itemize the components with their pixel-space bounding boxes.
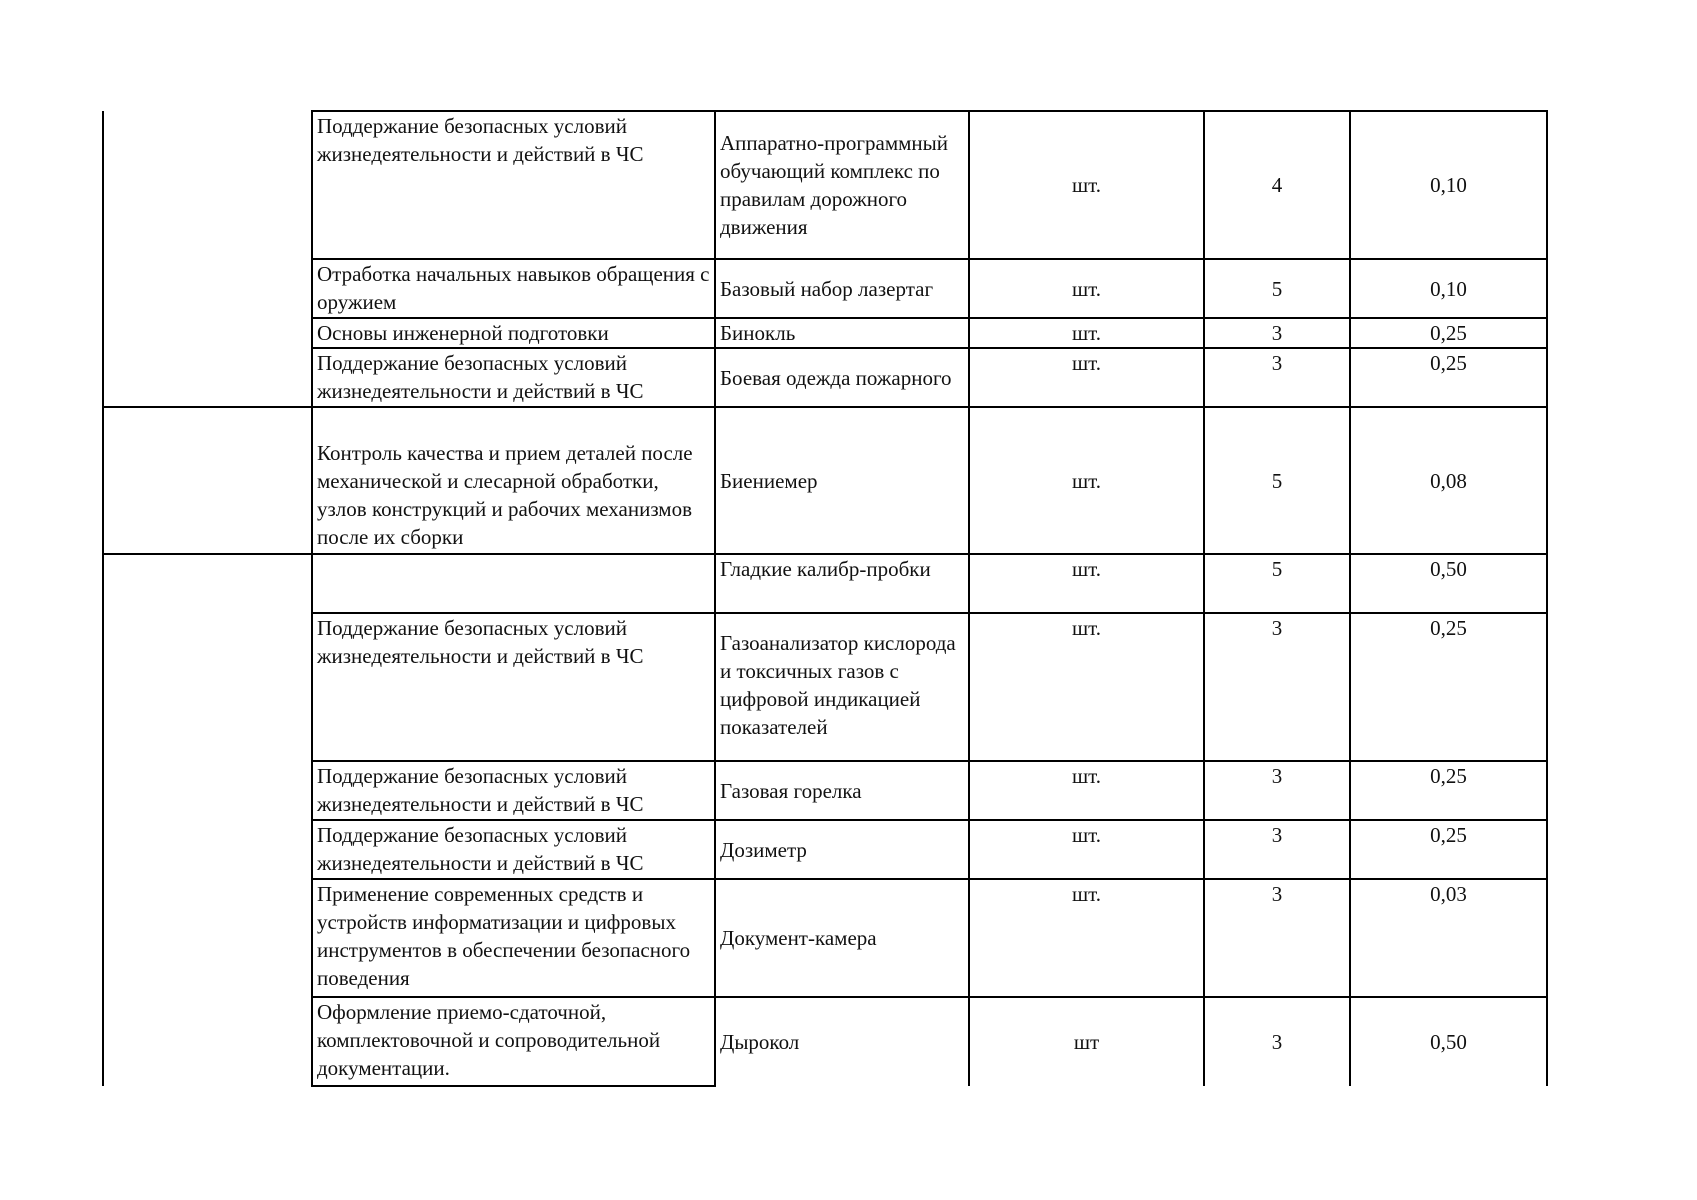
table-row <box>103 111 1547 259</box>
area-cell: Поддержание безопасных условий жизнедеятельности и действий в ЧС <box>312 820 715 879</box>
table-row <box>103 318 1547 348</box>
unit-cell: шт. <box>969 111 1204 259</box>
blank-cell <box>103 554 312 1086</box>
item-cell: Гладкие калибр-пробки <box>715 554 969 613</box>
item-cell: Газовая горелка <box>715 761 969 820</box>
unit-cell: шт. <box>969 348 1204 407</box>
area-cell <box>312 554 715 613</box>
quantity-cell: 3 <box>1204 761 1350 820</box>
item-cell: Аппаратно-программный обучающий комплекс по правилам дорожного движения <box>715 111 969 259</box>
quantity-cell: 3 <box>1204 997 1350 1086</box>
table-row <box>103 407 1547 554</box>
value-cell: 0,25 <box>1350 761 1547 820</box>
equipment-table <box>102 110 1548 1087</box>
table-row <box>103 820 1547 879</box>
area-cell: Поддержание безопасных условий жизнедеятельности и действий в ЧС <box>312 761 715 820</box>
table-row <box>103 554 1547 613</box>
value-cell: 0,25 <box>1350 318 1547 348</box>
quantity-cell: 3 <box>1204 879 1350 997</box>
item-cell: Боевая одежда пожарного <box>715 348 969 407</box>
table-row <box>103 997 1547 1086</box>
unit-cell: шт. <box>969 407 1204 554</box>
area-cell: Контроль качества и прием деталей после механической и слесарной обработки, узлов конструкций и рабочих механизмов после их сборки <box>312 407 715 554</box>
area-cell: Отработка начальных навыков обращения с оружием <box>312 259 715 318</box>
unit-cell: шт. <box>969 820 1204 879</box>
item-cell: Дырокол <box>715 997 969 1086</box>
table-row <box>103 761 1547 820</box>
unit-cell: шт. <box>969 554 1204 613</box>
quantity-cell: 3 <box>1204 318 1350 348</box>
item-cell: Бинокль <box>715 318 969 348</box>
quantity-cell: 5 <box>1204 554 1350 613</box>
value-cell: 0,10 <box>1350 111 1547 259</box>
unit-cell: шт. <box>969 761 1204 820</box>
quantity-cell: 4 <box>1204 111 1350 259</box>
unit-cell: шт. <box>969 879 1204 997</box>
value-cell: 0,50 <box>1350 997 1547 1086</box>
value-cell: 0,25 <box>1350 820 1547 879</box>
quantity-cell: 3 <box>1204 820 1350 879</box>
item-cell: Газоанализатор кислорода и токсичных газов с цифровой индикацией показателей <box>715 613 969 761</box>
area-cell: Поддержание безопасных условий жизнедеятельности и действий в ЧС <box>312 348 715 407</box>
value-cell: 0,03 <box>1350 879 1547 997</box>
unit-cell: шт. <box>969 259 1204 318</box>
table-row <box>103 613 1547 761</box>
blank-cell <box>103 407 312 554</box>
item-cell: Документ-камера <box>715 879 969 997</box>
quantity-cell: 5 <box>1204 407 1350 554</box>
value-cell: 0,25 <box>1350 348 1547 407</box>
unit-cell: шт <box>969 997 1204 1086</box>
value-cell: 0,50 <box>1350 554 1547 613</box>
quantity-cell: 3 <box>1204 613 1350 761</box>
quantity-cell: 5 <box>1204 259 1350 318</box>
item-cell: Базовый набор лазертаг <box>715 259 969 318</box>
unit-cell: шт. <box>969 318 1204 348</box>
value-cell: 0,25 <box>1350 613 1547 761</box>
item-cell: Дозиметр <box>715 820 969 879</box>
unit-cell: шт. <box>969 613 1204 761</box>
area-cell: Оформление приемо-сдаточной, комплектовочной и сопроводительной документации. <box>312 997 715 1086</box>
area-cell: Основы инженерной подготовки <box>312 318 715 348</box>
area-cell: Применение современных средств и устройств информатизации и цифровых инструментов в обеспечении безопасного поведения <box>312 879 715 997</box>
table-row <box>103 348 1547 407</box>
value-cell: 0,10 <box>1350 259 1547 318</box>
table-row <box>103 259 1547 318</box>
area-cell: Поддержание безопасных условий жизнедеятельности и действий в ЧС <box>312 111 715 259</box>
quantity-cell: 3 <box>1204 348 1350 407</box>
value-cell: 0,08 <box>1350 407 1547 554</box>
table-row <box>103 879 1547 997</box>
item-cell: Биениемер <box>715 407 969 554</box>
blank-cell <box>103 111 312 407</box>
area-cell: Поддержание безопасных условий жизнедеятельности и действий в ЧС <box>312 613 715 761</box>
